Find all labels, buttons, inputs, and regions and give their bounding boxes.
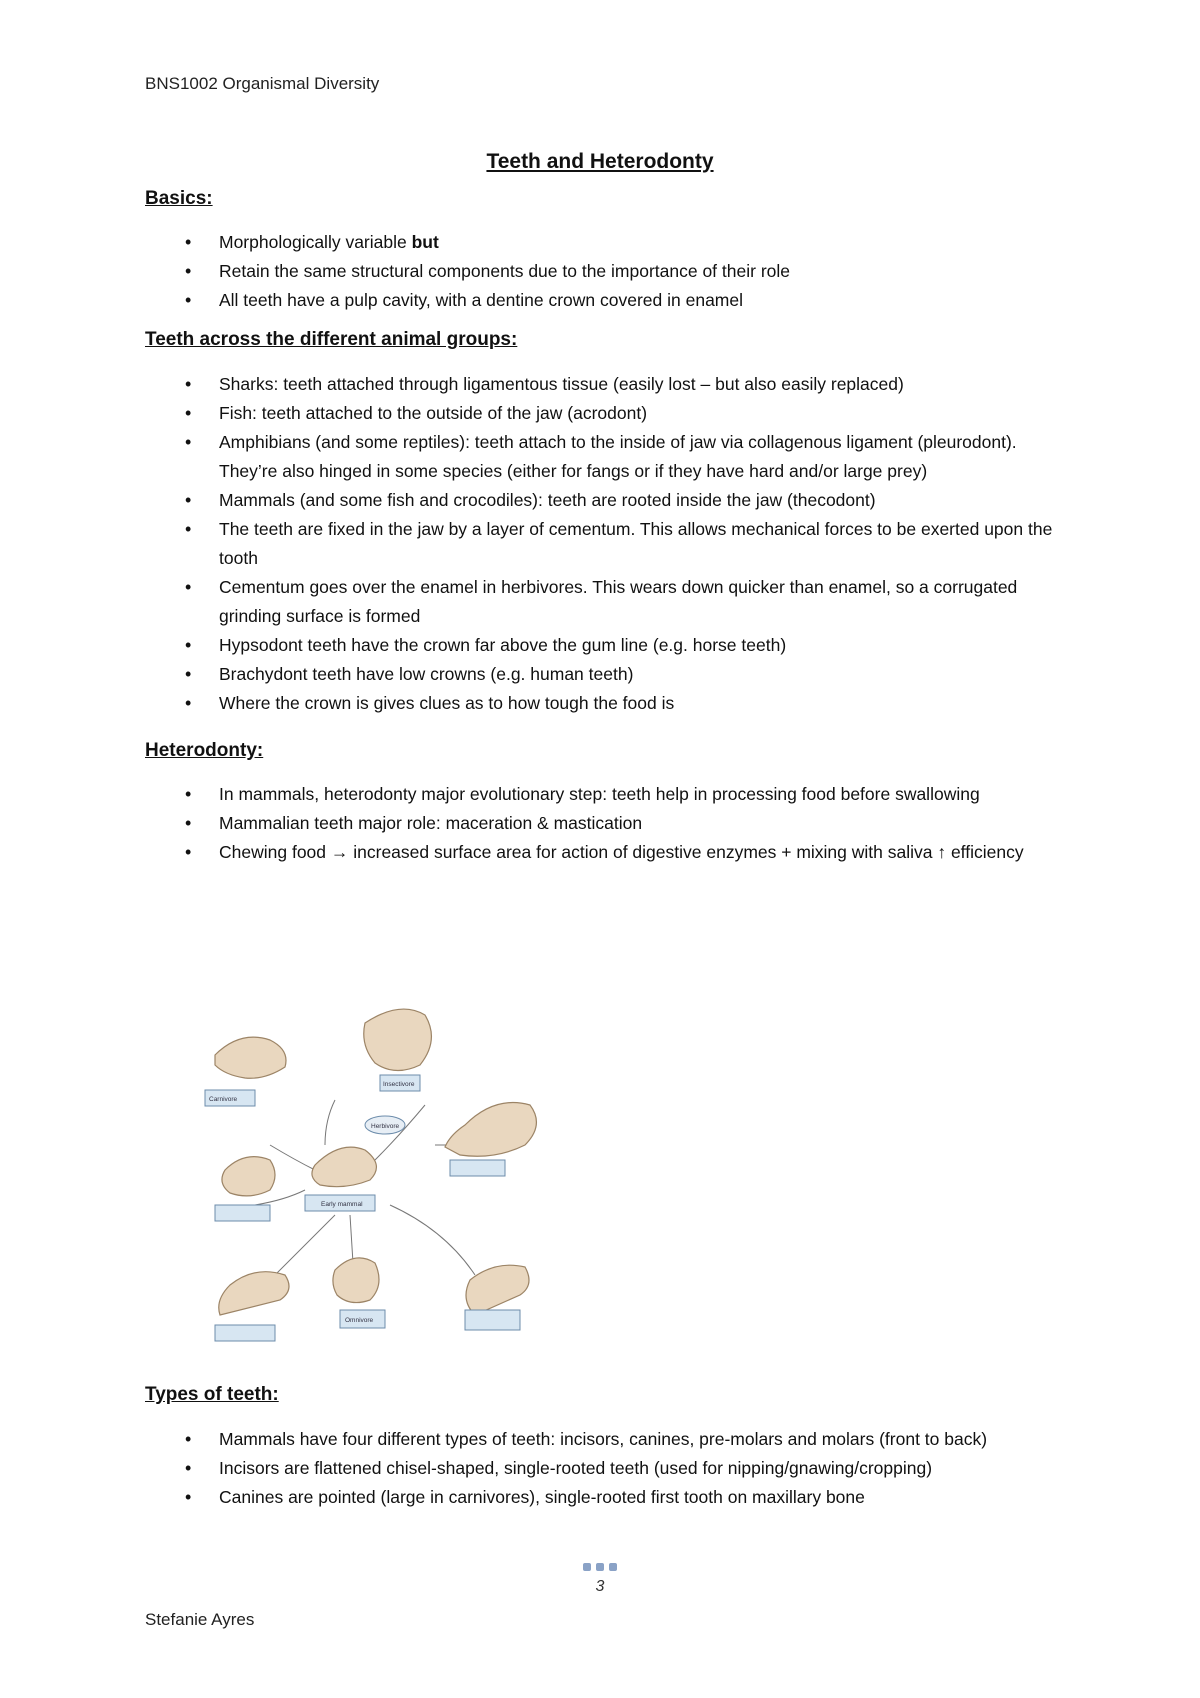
insectivore-skull: [364, 1009, 432, 1070]
list-item: • Morphologically variable but: [145, 228, 1065, 257]
list-item: • Where the crown is gives clues as to how tough the food is: [145, 689, 1065, 718]
list-item: • Fish: teeth attached to the outside of the jaw (acrodont): [145, 399, 1065, 428]
list-item: • In mammals, heterodonty major evolutionary step: teeth help in processing food before swallowing: [145, 780, 1065, 809]
carnivore-skull: [215, 1037, 286, 1078]
ancestor-skull: [312, 1147, 376, 1187]
basics-list: [145, 228, 1065, 315]
heterodonty-list: [145, 780, 1065, 867]
list-item: • Retain the same structural components due to the importance of their role: [145, 257, 1065, 286]
list-item: • Cementum goes over the enamel in herbivores. This wears down quicker than enamel, so a corrugated grinding surface is formed: [145, 573, 1065, 631]
insectivore-label: Insectivore: [383, 1081, 415, 1088]
herbivore-label: Herbivore: [371, 1123, 400, 1130]
footer-dots: [583, 1563, 617, 1571]
frugivore-skull: [222, 1157, 275, 1196]
section-heading-heterodonty: Heterodonty:: [145, 740, 264, 761]
omnivore-label: Omnivore: [345, 1317, 374, 1324]
page-title: Teeth and Heterodonty: [486, 150, 714, 173]
piscivore-skull: [466, 1265, 529, 1315]
list-item: • Brachydont teeth have low crowns (e.g. human teeth): [145, 660, 1065, 689]
ancestor-label: Early mammal: [321, 1201, 363, 1208]
list-item: • Canines are pointed (large in carnivores), single-rooted first tooth on maxillary bone: [145, 1483, 1065, 1512]
omnivore-skull: [333, 1258, 379, 1303]
carnivore-label: Carnivore: [209, 1096, 238, 1103]
groups-list: [145, 370, 1065, 718]
list-item: • Chewing food → increased surface area for action of digestive enzymes + mixing with saliva ↑ efficiency: [145, 838, 1065, 867]
list-item: • Incisors are flattened chisel-shaped, single-rooted teeth (used for nipping/gnawing/cropping): [145, 1454, 1065, 1483]
anteater-skull: [219, 1272, 289, 1315]
list-item: • The teeth are fixed in the jaw by a layer of cementum. This allows mechanical forces to be exerted upon the tooth: [145, 515, 1065, 573]
running-header: BNS1002 Organismal Diversity: [145, 74, 380, 93]
list-item: • Hypsodont teeth have the crown far above the gum line (e.g. horse teeth): [145, 631, 1065, 660]
list-item: • All teeth have a pulp cavity, with a dentine crown covered in enamel: [145, 286, 1065, 315]
section-heading-types: Types of teeth:: [145, 1384, 279, 1405]
types-list: [145, 1425, 1065, 1512]
list-item: • Amphibians (and some reptiles): teeth attach to the inside of jaw via collagenous ligament (pleurodont). They’re also hinged in some species (either for fangs or if they have hard and/or large prey): [145, 428, 1065, 486]
footer-dot: [596, 1563, 604, 1571]
skull-radiation-figure: [175, 995, 575, 1370]
list-item: • Sharks: teeth attached through ligamentous tissue (easily lost – but also easily replaced): [145, 370, 1065, 399]
footer-dot: [609, 1563, 617, 1571]
section-heading-groups: Teeth across the different animal groups:: [145, 329, 518, 350]
footer-dot: [583, 1563, 591, 1571]
section-heading-basics: Basics:: [145, 188, 213, 209]
list-item: • Mammalian teeth major role: maceration & mastication: [145, 809, 1065, 838]
page-number: 3: [595, 1578, 605, 1595]
list-item: • Mammals (and some fish and crocodiles): teeth are rooted inside the jaw (thecodont): [145, 486, 1065, 515]
author-footer: Stefanie Ayres: [145, 1610, 255, 1629]
herbivore-skull: [445, 1103, 536, 1157]
list-item: • Mammals have four different types of teeth: incisors, canines, pre-molars and molars (front to back): [145, 1425, 1065, 1454]
